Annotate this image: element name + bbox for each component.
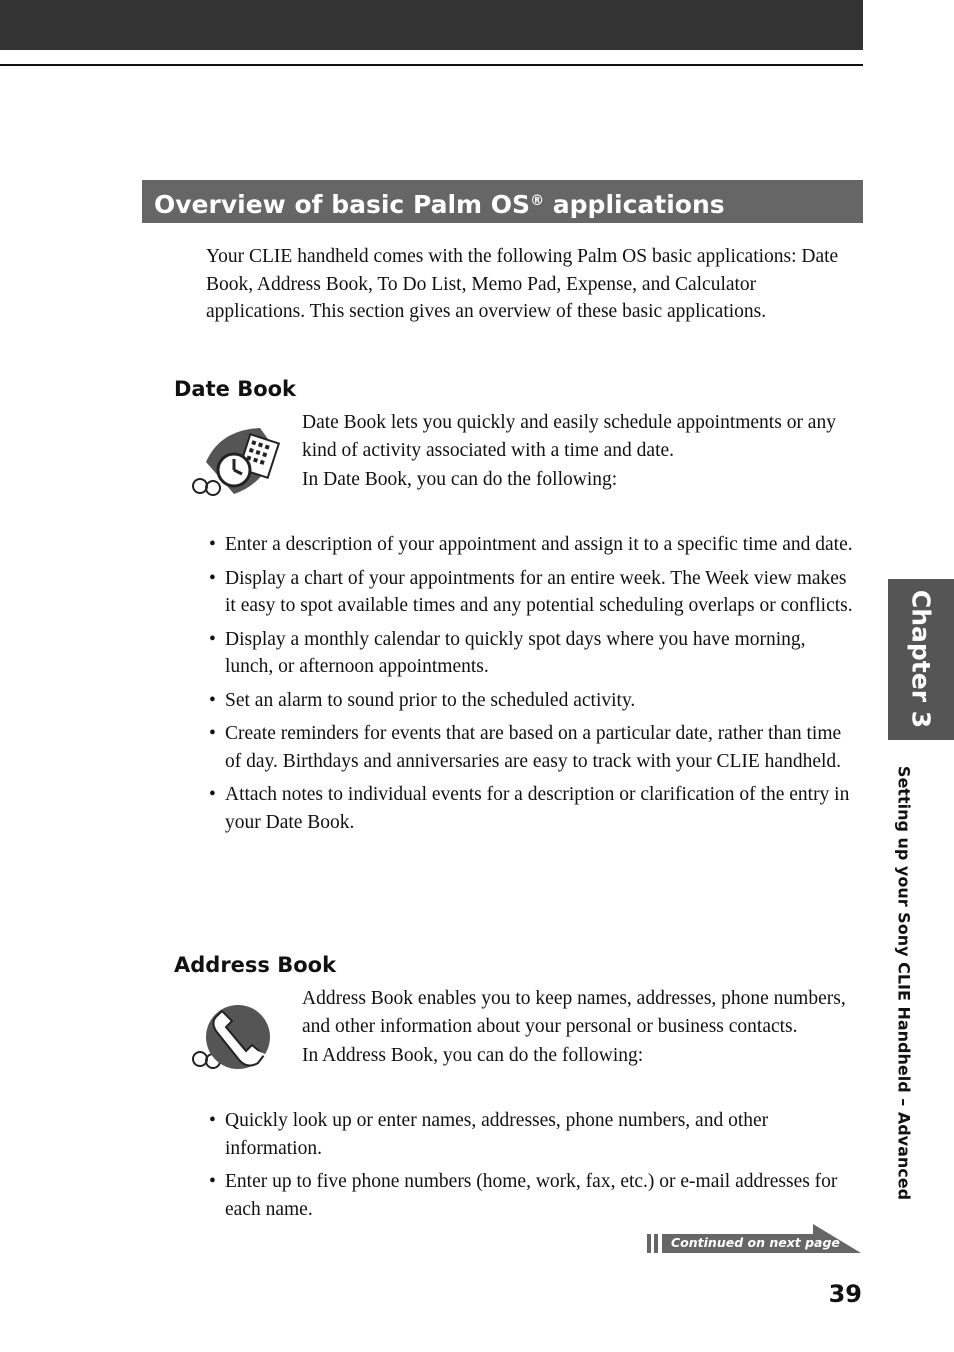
page-number: 39 <box>828 1280 862 1308</box>
bullet-marker: • <box>209 723 216 744</box>
chapter-side-title: Setting up your Sony CLIE Handheld – Advanced <box>894 765 914 1201</box>
list-item-text: Display a monthly calendar to quickly spot days where you have morning, lunch, or afternoon appointments. <box>225 628 806 677</box>
section-title-suffix: applications <box>552 190 725 219</box>
list-item-text: Create reminders for events that are based on a particular date, rather than time of day. Birthdays and anniversaries are easy to track with your CLIE handheld. <box>225 723 842 772</box>
list-item-text: Enter a description of your appointment and assign it to a specific time and date. <box>225 534 853 555</box>
date-book-description-block <box>302 409 852 494</box>
date-book-heading: Date Book <box>174 377 297 401</box>
bullet-marker: • <box>209 1171 216 1192</box>
list-item-text: Quickly look up or enter names, addresses, phone numbers, and other information. <box>225 1110 769 1159</box>
section-title-text: Overview of basic Palm OS <box>154 190 531 219</box>
bullet-marker: • <box>209 1110 216 1131</box>
bullet-marker: • <box>209 628 216 650</box>
date-book-description: Date Book lets you quickly and easily schedule appointments or any kind of activity associated with a time and date. <box>302 412 836 461</box>
list-item <box>209 1168 854 1223</box>
bullet-marker: • <box>209 567 216 589</box>
list-item <box>209 1107 854 1162</box>
section-title <box>142 180 863 223</box>
list-item <box>209 531 854 559</box>
address-book-description-block <box>302 985 852 1070</box>
chapter-tab-label: Chapter 3 <box>906 589 936 729</box>
header-rule <box>0 64 863 66</box>
address-book-lead-in: In Address Book, you can do the following: <box>302 1045 644 1066</box>
registered-mark: ® <box>530 193 545 209</box>
date-book-bullets <box>209 531 854 842</box>
address-book-description: Address Book enables you to keep names, addresses, phone numbers, and other information about your personal or business contacts. <box>302 988 846 1037</box>
address-book-icon <box>188 1003 284 1073</box>
date-book-lead-in: In Date Book, you can do the following: <box>302 469 618 490</box>
list-item <box>209 781 854 836</box>
list-item-text: Attach notes to individual events for a description or clarification of the entry in your Date Book. <box>225 784 850 833</box>
list-item-text: Display a chart of your appointments for an entire week. The Week view makes it easy to spot available times and any potential scheduling overlaps or conflicts. <box>225 567 853 616</box>
address-book-heading: Address Book <box>174 953 337 977</box>
list-item-text: Enter up to five phone numbers (home, work, fax, etc.) or e-mail addresses for each name. <box>225 1171 838 1220</box>
date-book-icon <box>186 424 282 500</box>
intro-paragraph: Your CLIE handheld comes with the following Palm OS basic applications: Date Book, Address Book, To Do List, Memo Pad, Expense, and Calculator applications. This section gives an overview of these basic applications. <box>206 246 839 322</box>
list-item <box>209 720 854 775</box>
bullet-marker: • <box>209 784 216 805</box>
address-book-bullets <box>209 1107 854 1229</box>
header-band <box>0 0 863 50</box>
list-item <box>209 626 854 681</box>
continued-text: Continued on next page <box>671 1235 840 1250</box>
list-item <box>209 565 854 620</box>
bullet-marker: • <box>209 689 216 711</box>
list-item-text: Set an alarm to sound prior to the scheduled activity. <box>225 689 636 711</box>
bullet-marker: • <box>209 534 216 555</box>
list-item <box>209 687 854 715</box>
